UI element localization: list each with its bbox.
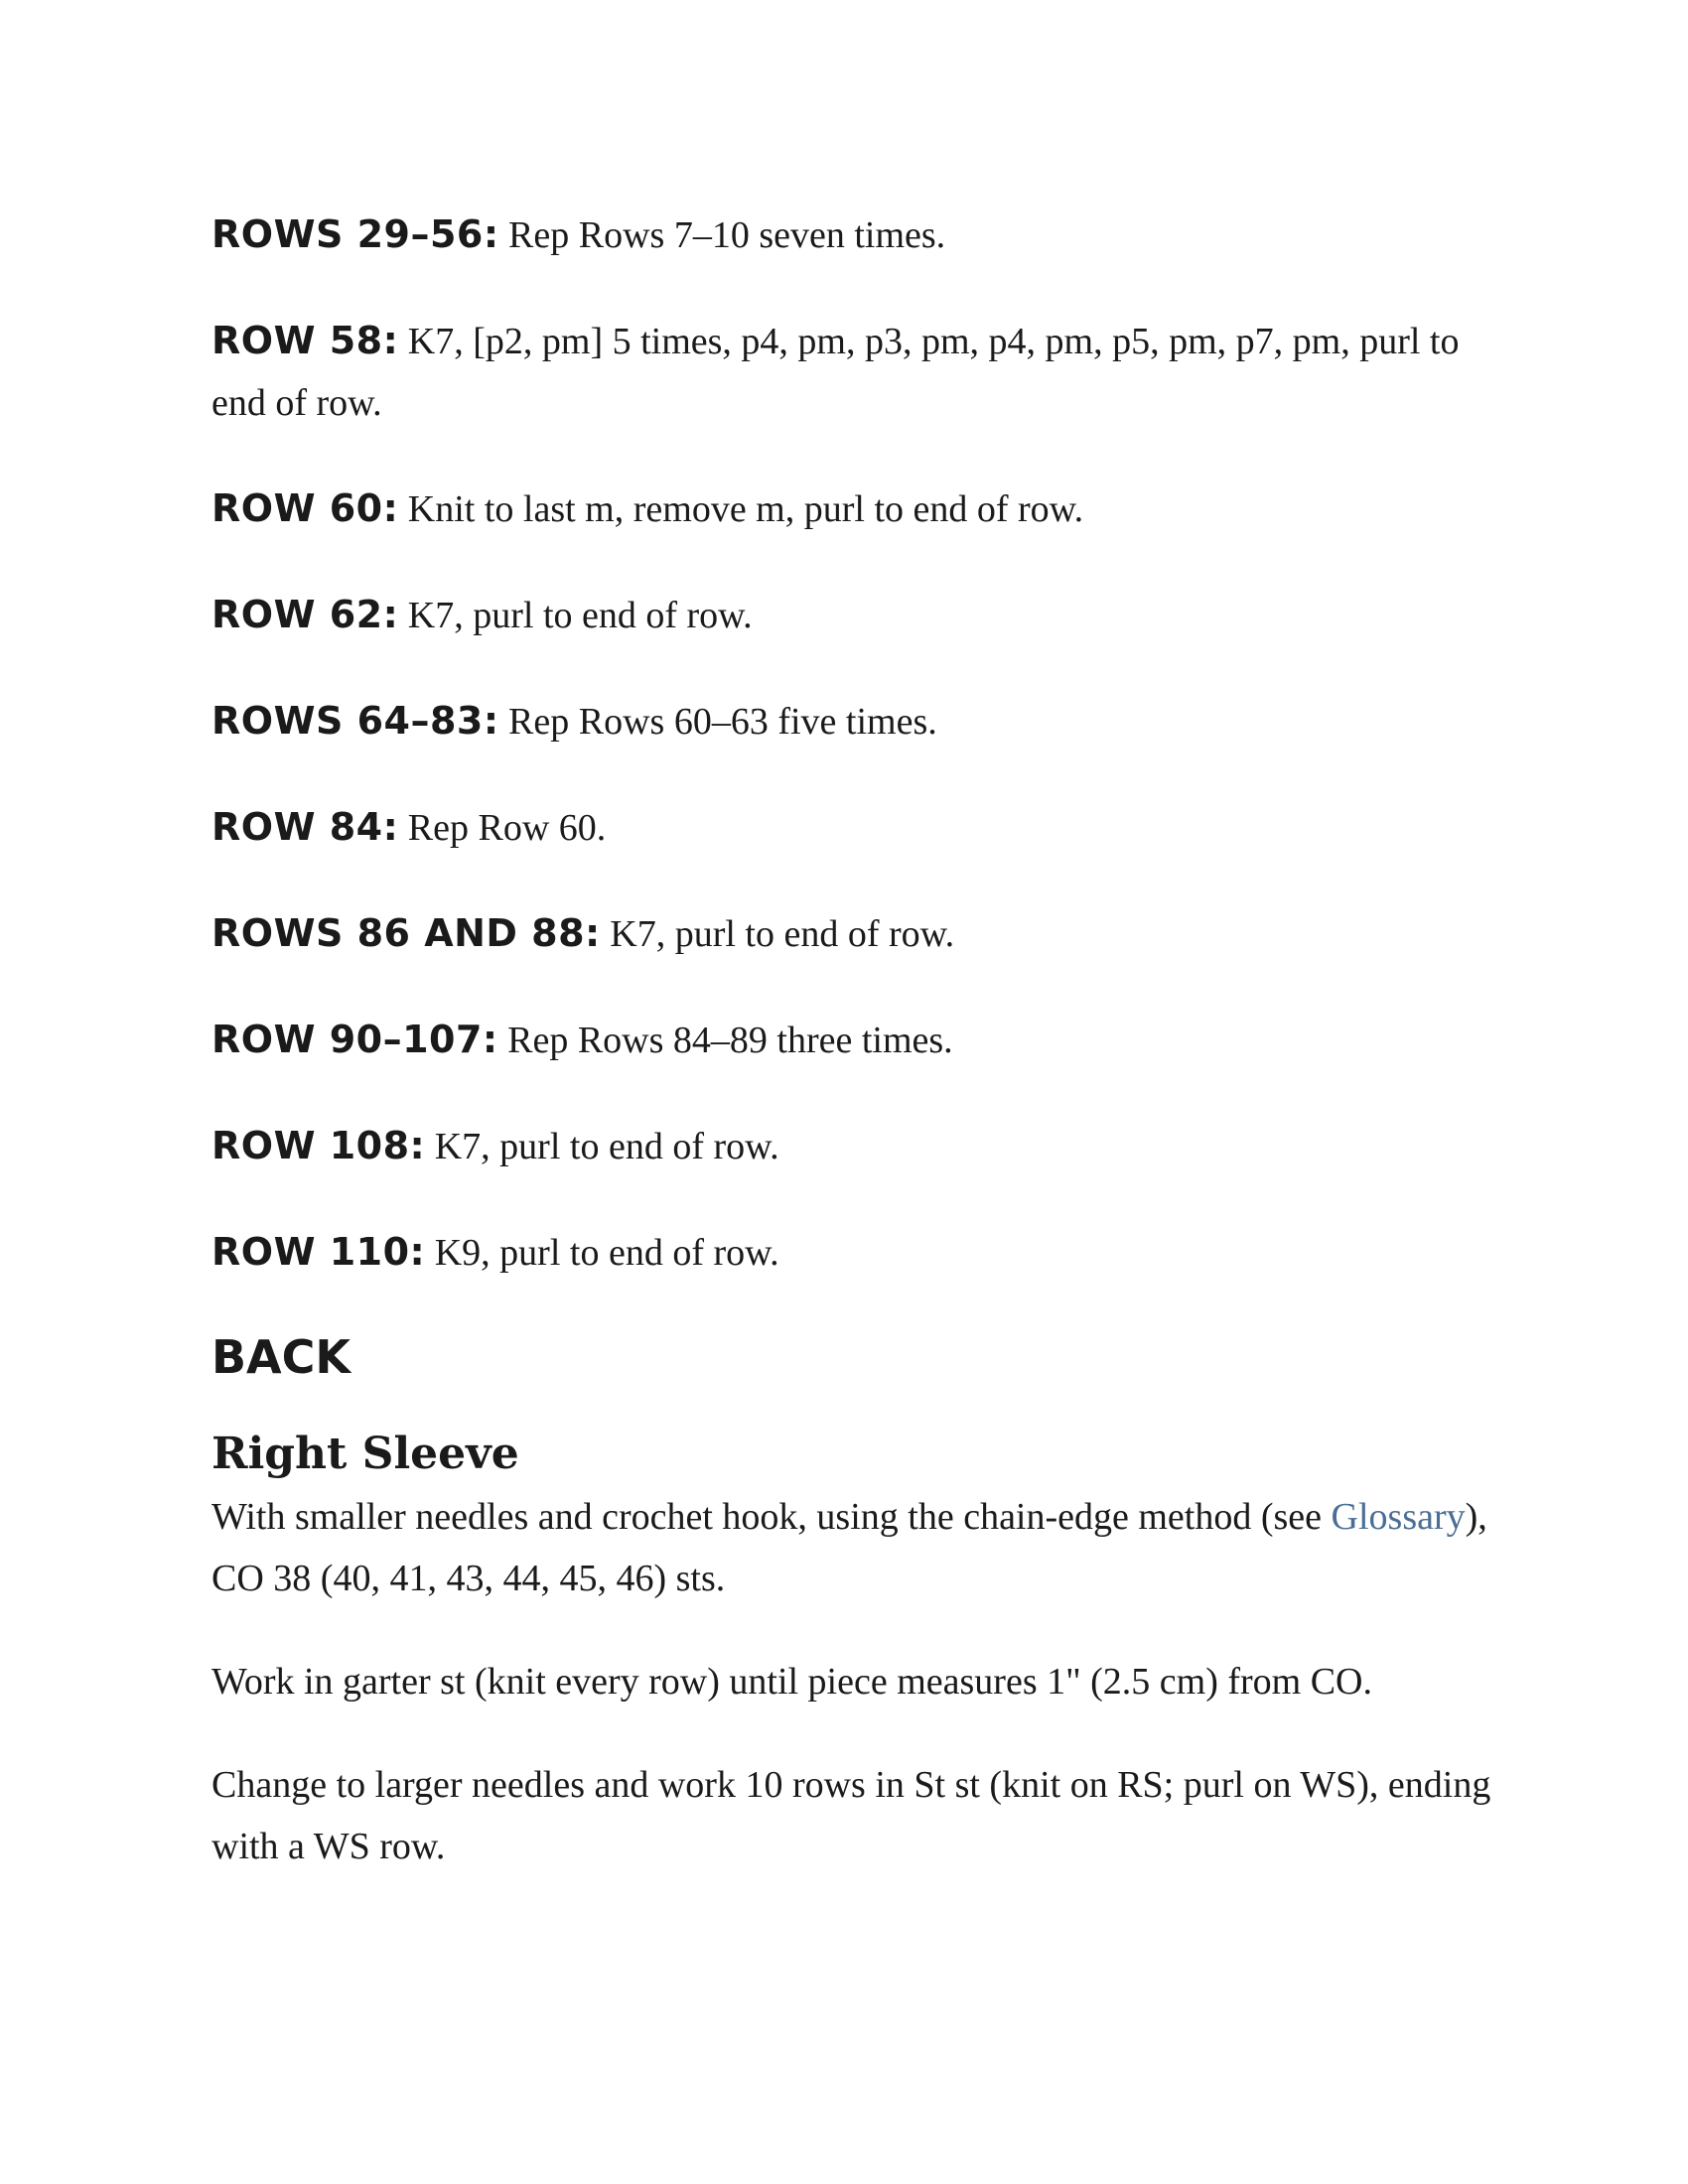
row-instruction <box>211 1115 1492 1177</box>
row-instruction <box>211 1009 1492 1071</box>
sub-heading: Right Sleeve <box>211 1429 519 1479</box>
paragraph-text: ), CO 38 (40, 41, 43, 44, 45, 46) sts. <box>211 1496 1487 1599</box>
row-label: ROWS 64–83: <box>211 699 499 743</box>
row-text: Rep Row 60. <box>398 807 607 849</box>
row-label: ROWS 29–56: <box>211 212 499 256</box>
row-text: K7, [p2, pm] 5 times, p4, pm, p3, pm, p4, pm, p5, pm, p7, pm, purl to end of row. <box>211 321 1460 424</box>
row-label: ROW 58: <box>211 319 399 362</box>
row-label: ROW 60: <box>211 486 399 530</box>
row-text: Rep Rows 60–63 five times. <box>498 701 937 743</box>
section-heading: BACK <box>211 1330 352 1384</box>
row-instruction <box>211 690 1492 752</box>
paragraph-stockinette: Change to larger needles and work 10 rows in St st (knit on RS; purl on WS), ending with a WS row. <box>211 1764 1491 1867</box>
document-page <box>211 204 1492 1919</box>
paragraph-cast-on <box>211 1486 1492 1609</box>
row-instruction <box>211 584 1492 646</box>
row-label: ROW 108: <box>211 1124 426 1167</box>
glossary-link[interactable]: Glossary <box>1331 1496 1466 1538</box>
row-text: Rep Rows 7–10 seven times. <box>498 214 946 256</box>
paragraph-text: With smaller needles and crochet hook, using the chain-edge method (see <box>211 1496 1332 1538</box>
row-text: K7, purl to end of row. <box>398 595 753 636</box>
paragraph-garter: Work in garter st (knit every row) until piece measures 1" (2.5 cm) from CO. <box>211 1661 1373 1703</box>
row-label: ROWS 86 AND 88: <box>211 911 601 955</box>
row-label: ROW 62: <box>211 593 399 636</box>
row-label: ROW 110: <box>211 1230 426 1274</box>
row-text: Knit to last m, remove m, purl to end of row. <box>398 488 1084 530</box>
row-instruction <box>211 796 1492 859</box>
row-text: K9, purl to end of row. <box>425 1232 779 1274</box>
row-instruction <box>211 204 1492 266</box>
row-instruction <box>211 902 1492 965</box>
row-instruction <box>211 310 1492 434</box>
row-label: ROW 90–107: <box>211 1018 498 1061</box>
row-text: K7, purl to end of row. <box>600 913 955 955</box>
row-instruction <box>211 1221 1492 1284</box>
row-text: K7, purl to end of row. <box>425 1126 779 1167</box>
row-text: Rep Rows 84–89 three times. <box>497 1020 953 1061</box>
row-label: ROW 84: <box>211 805 399 849</box>
row-instruction <box>211 478 1492 540</box>
